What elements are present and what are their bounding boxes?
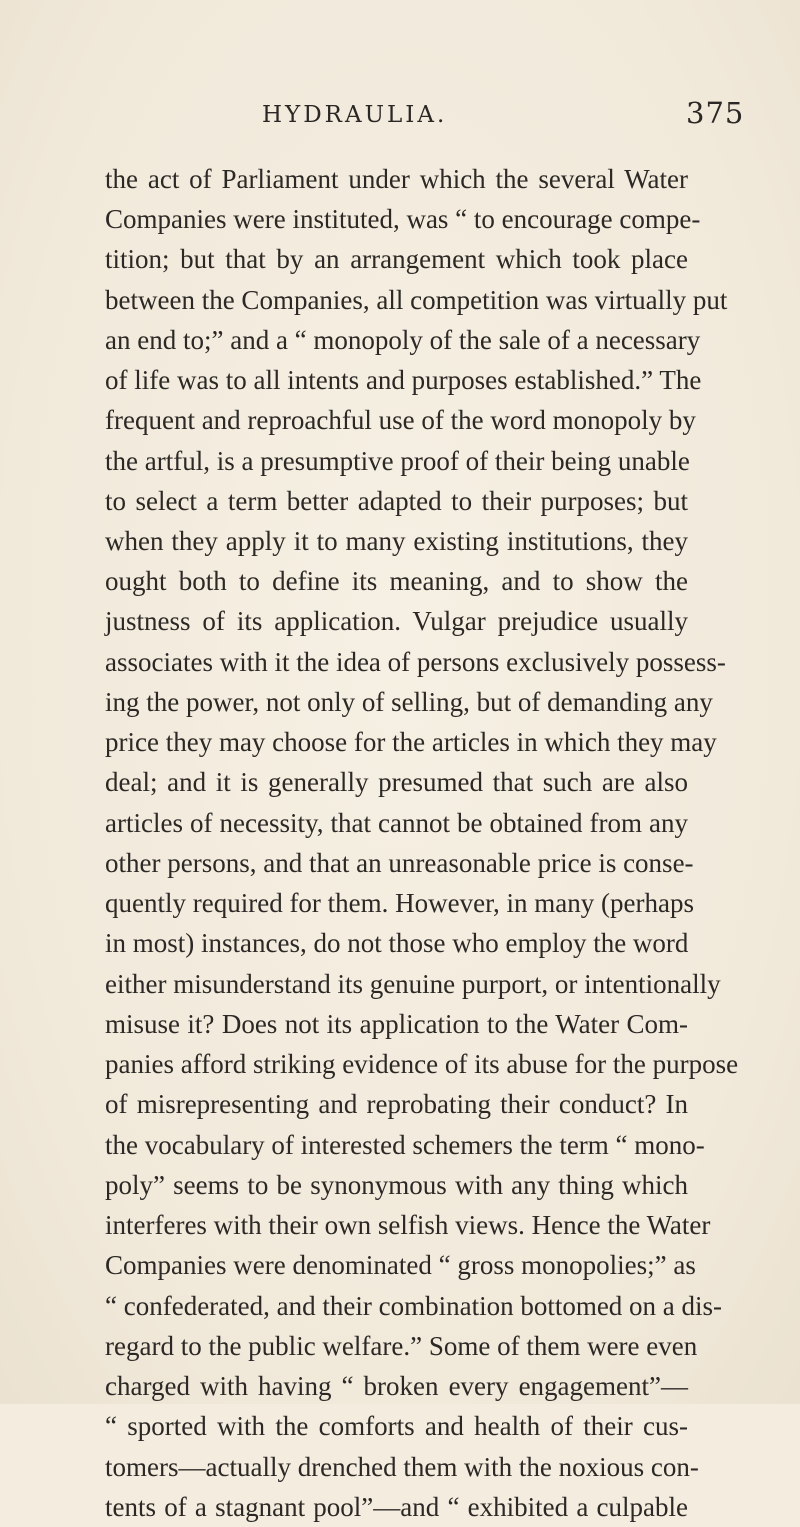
text-line: frequent and reproachful use of the word monopoly by bbox=[105, 405, 696, 435]
text-line: panies afford striking evidence of its abuse for the purpose bbox=[105, 1049, 739, 1079]
text-line: poly” seems to be synonymous with any thing which bbox=[105, 1170, 688, 1200]
text-line: either misunderstand its genuine purport, or intentionally bbox=[105, 969, 721, 999]
text-line: the artful, is a presumptive proof of their being unable bbox=[105, 446, 690, 476]
text-line: of misrepresenting and reprobating their conduct? In bbox=[105, 1089, 688, 1119]
text-line: “ sported with the comforts and health of their cus- bbox=[105, 1411, 688, 1441]
text-line: between the Companies, all competition was virtually put bbox=[105, 285, 728, 315]
text-line: interferes with their own selfish views. Hence the Water bbox=[105, 1210, 711, 1240]
text-line: when they apply it to many existing institutions, they bbox=[105, 526, 688, 556]
text-line: regard to the public welfare.” Some of them were even bbox=[105, 1331, 698, 1361]
text-line: other persons, and that an unreasonable price is conse- bbox=[105, 848, 694, 878]
text-line: ought both to define its meaning, and to show the bbox=[105, 566, 688, 596]
text-line: price they may choose for the articles in which they may bbox=[105, 727, 717, 757]
text-line: to select a term better adapted to their purposes; but bbox=[105, 486, 688, 516]
text-line: of life was to all intents and purposes established.” The bbox=[105, 365, 702, 395]
text-line: tents of a stagnant pool”—and “ exhibited a culpable bbox=[105, 1492, 688, 1522]
text-line: associates with it the idea of persons exclusively possess- bbox=[105, 647, 726, 677]
text-line: an end to;” and a “ monopoly of the sale of a necessary bbox=[105, 325, 701, 355]
text-line: tition; but that by an arrangement which took place bbox=[105, 244, 688, 274]
page-number: 375 bbox=[686, 96, 745, 130]
running-title: HYDRAULIA. bbox=[262, 102, 448, 128]
text-line: the vocabulary of interested schemers the term “ mono- bbox=[105, 1130, 705, 1160]
text-line: “ confederated, and their combination bottomed on a dis- bbox=[105, 1291, 723, 1321]
text-line: Companies were instituted, was “ to encourage compe- bbox=[105, 204, 701, 234]
text-line: deal; and it is generally presumed that such are also bbox=[105, 767, 688, 797]
text-line: the act of Parliament under which the several Water bbox=[105, 164, 688, 194]
text-line: quently required for them. However, in many (perhaps bbox=[105, 888, 694, 918]
text-line: ing the power, not only of selling, but of demanding any bbox=[105, 687, 713, 717]
text-line: misuse it? Does not its application to the Water Com- bbox=[105, 1009, 688, 1039]
text-line: tomers—actually drenched them with the noxious con- bbox=[105, 1452, 699, 1482]
text-line: Companies were denominated “ gross monopolies;” as bbox=[105, 1250, 696, 1280]
text-line: in most) instances, do not those who employ the word bbox=[105, 928, 689, 958]
text-line: charged with having “ broken every engagement”— bbox=[105, 1371, 688, 1401]
text-line: justness of its application. Vulgar prejudice usually bbox=[105, 606, 688, 636]
text-line: articles of necessity, that cannot be obtained from any bbox=[105, 808, 688, 838]
running-head bbox=[0, 96, 800, 146]
